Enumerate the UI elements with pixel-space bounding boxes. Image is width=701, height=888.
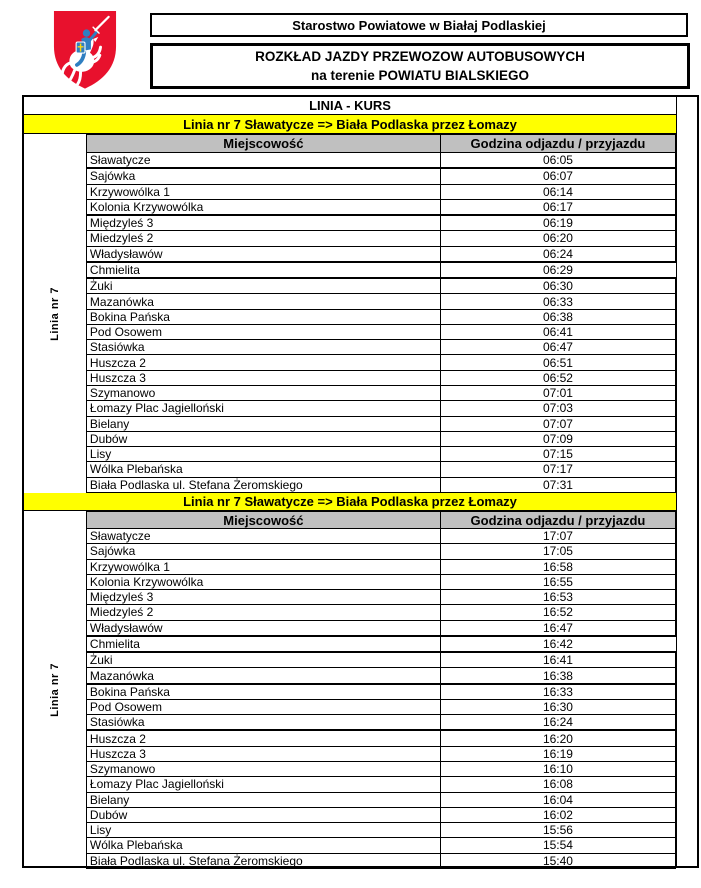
stop-time: 06:14 — [440, 184, 675, 199]
stop-row — [87, 684, 676, 700]
linia-kurs-header: LINIA - KURS — [24, 97, 676, 115]
stop-time: 06:29 — [440, 262, 675, 278]
stop-row — [87, 184, 676, 199]
stop-name: Sajówka — [87, 168, 441, 184]
stop-name: Kolonia Krzywowólka — [87, 199, 441, 215]
col-header-time: Godzina odjazdu / przyjazdu — [440, 512, 675, 529]
stop-name: Biała Podlaska ul. Stefana Żeromskiego — [87, 853, 441, 868]
stop-time: 16:19 — [440, 746, 675, 761]
stop-name: Bokina Pańska — [87, 684, 441, 700]
stop-row — [87, 746, 676, 761]
stop-time: 06:30 — [440, 278, 675, 294]
stop-row — [87, 823, 676, 838]
stop-name: Huszcza 2 — [87, 355, 441, 370]
stop-time: 17:07 — [440, 529, 675, 544]
stop-time: 07:01 — [440, 386, 675, 401]
stop-name: Szymanowo — [87, 762, 441, 777]
column-header-row — [87, 135, 676, 153]
stop-row — [87, 431, 676, 446]
stop-name: Żuki — [87, 652, 441, 668]
stop-time: 07:03 — [440, 401, 675, 416]
stop-time: 06:52 — [440, 370, 675, 385]
stop-time: 16:04 — [440, 792, 675, 807]
stop-name: Pod Osowem — [87, 699, 441, 714]
stop-row — [87, 355, 676, 370]
stop-row — [87, 370, 676, 385]
authority-box — [150, 13, 688, 37]
stop-name: Sajówka — [87, 544, 441, 559]
stop-time: 06:51 — [440, 355, 675, 370]
stop-time: 06:19 — [440, 215, 675, 231]
stop-name: Chmielita — [87, 636, 441, 652]
stop-name: Wólka Plebańska — [87, 838, 441, 853]
stops-rows — [87, 529, 676, 869]
stop-time: 06:17 — [440, 199, 675, 215]
section-body — [24, 134, 676, 493]
stop-time: 07:17 — [440, 462, 675, 477]
stop-row — [87, 340, 676, 355]
stop-name: Władysławów — [87, 246, 441, 262]
stop-time: 16:02 — [440, 807, 675, 822]
authority-name: Starostwo Powiatowe w Białaj Podlaskiej — [292, 17, 546, 33]
timetable-section-morning — [24, 115, 676, 493]
stop-row — [87, 620, 676, 636]
stop-name: Łomazy Plac Jagielloński — [87, 777, 441, 792]
stop-row — [87, 215, 676, 231]
stop-row — [87, 652, 676, 668]
stop-row — [87, 715, 676, 731]
stop-row — [87, 324, 676, 339]
timetable — [22, 95, 699, 868]
stop-time: 16:52 — [440, 605, 675, 620]
line-label: Linia nr 7 — [48, 663, 61, 717]
stop-time: 07:07 — [440, 416, 675, 431]
stop-time: 06:38 — [440, 309, 675, 324]
stop-name: Dubów — [87, 807, 441, 822]
stop-name: Bielany — [87, 416, 441, 431]
stop-name: Mazanówka — [87, 668, 441, 684]
coat-of-arms-icon — [40, 8, 130, 93]
line-label-gutter — [24, 134, 87, 493]
stop-row — [87, 636, 676, 652]
stop-row — [87, 199, 676, 215]
stop-row — [87, 559, 676, 574]
stop-time: 15:54 — [440, 838, 675, 853]
stop-name: Lisy — [87, 447, 441, 462]
stop-row — [87, 529, 676, 544]
col-header-place: Miejscowość — [87, 135, 441, 153]
stop-row — [87, 699, 676, 714]
stop-name: Krzywowólka 1 — [87, 559, 441, 574]
stop-row — [87, 386, 676, 401]
document-title-box — [150, 43, 690, 89]
stop-time: 15:40 — [440, 853, 675, 868]
stop-name: Dubów — [87, 431, 441, 446]
stop-time: 06:20 — [440, 231, 675, 246]
stop-row — [87, 294, 676, 309]
section-body — [24, 511, 676, 869]
stop-row — [87, 853, 676, 868]
stop-time: 16:55 — [440, 574, 675, 589]
stop-row — [87, 309, 676, 324]
stop-row — [87, 401, 676, 416]
stop-time: 16:10 — [440, 762, 675, 777]
stop-row — [87, 262, 676, 278]
stop-name: Międzyleś 3 — [87, 590, 441, 605]
stop-time: 06:33 — [440, 294, 675, 309]
stop-row — [87, 605, 676, 620]
stop-time: 15:56 — [440, 823, 675, 838]
stop-time: 16:53 — [440, 590, 675, 605]
doc-title-line2: na terenie POWIATU BIALSKIEGO — [310, 68, 530, 83]
stop-time: 16:30 — [440, 699, 675, 714]
stop-time: 16:24 — [440, 715, 675, 731]
stop-name: Władysławów — [87, 620, 441, 636]
column-header-row — [87, 512, 676, 529]
stop-time: 16:47 — [440, 620, 675, 636]
stop-row — [87, 838, 676, 853]
stop-time: 16:08 — [440, 777, 675, 792]
stop-row — [87, 574, 676, 589]
stop-row — [87, 544, 676, 559]
stop-time: 06:47 — [440, 340, 675, 355]
stop-time: 06:41 — [440, 324, 675, 339]
stop-row — [87, 668, 676, 684]
stop-name: Bielany — [87, 792, 441, 807]
stop-name: Biała Podlaska ul. Stefana Żeromskiego — [87, 477, 441, 492]
stop-name: Miedzyleś 2 — [87, 605, 441, 620]
stop-name: Chmielita — [87, 262, 441, 278]
stop-row — [87, 477, 676, 492]
stop-name: Huszcza 3 — [87, 746, 441, 761]
stop-name: Stasiówka — [87, 340, 441, 355]
stop-name: Sławatycze — [87, 153, 441, 169]
route-title-band: Linia nr 7 Sławatycze => Biała Podlaska przez Łomazy — [24, 115, 676, 134]
doc-title-line1: ROZKŁAD JAZDY PRZEWOZOW AUTOBUSOWYCH — [255, 49, 585, 64]
stop-name: Mazanówka — [87, 294, 441, 309]
timetable-section-afternoon — [24, 493, 676, 869]
stop-row — [87, 416, 676, 431]
stop-name: Miedzyleś 2 — [87, 231, 441, 246]
stop-time: 16:33 — [440, 684, 675, 700]
stop-name: Żuki — [87, 278, 441, 294]
stop-name: Łomazy Plac Jagielloński — [87, 401, 441, 416]
stop-time: 06:07 — [440, 168, 675, 184]
col-header-place: Miejscowość — [87, 512, 441, 529]
stop-row — [87, 462, 676, 477]
stop-name: Krzywowólka 1 — [87, 184, 441, 199]
stop-time: 06:05 — [440, 153, 675, 169]
stop-row — [87, 168, 676, 184]
stop-time: 16:41 — [440, 652, 675, 668]
stop-row — [87, 777, 676, 792]
stop-row — [87, 807, 676, 822]
stop-row — [87, 278, 676, 294]
stop-name: Huszcza 2 — [87, 730, 441, 746]
stop-time: 06:24 — [440, 246, 675, 262]
stop-name: Bokina Pańska — [87, 309, 441, 324]
stop-row — [87, 792, 676, 807]
stop-name: Stasiówka — [87, 715, 441, 731]
stop-name: Huszcza 3 — [87, 370, 441, 385]
stop-row — [87, 762, 676, 777]
stop-row — [87, 590, 676, 605]
stops-rows — [87, 153, 676, 493]
stops-table — [87, 511, 676, 869]
route-title-band: Linia nr 7 Sławatycze => Biała Podlaska przez Łomazy — [24, 493, 676, 511]
stop-name: Pod Osowem — [87, 324, 441, 339]
stop-name: Wólka Plebańska — [87, 462, 441, 477]
timetable-inner — [24, 97, 677, 866]
col-header-time: Godzina odjazdu / przyjazdu — [440, 135, 675, 153]
stop-row — [87, 246, 676, 262]
stop-name: Lisy — [87, 823, 441, 838]
stop-row — [87, 153, 676, 169]
stop-time: 17:05 — [440, 544, 675, 559]
stop-name: Kolonia Krzywowólka — [87, 574, 441, 589]
stop-name: Szymanowo — [87, 386, 441, 401]
stop-time: 16:20 — [440, 730, 675, 746]
stops-table — [87, 134, 676, 493]
stop-time: 07:31 — [440, 477, 675, 492]
stop-name: Międzyleś 3 — [87, 215, 441, 231]
line-label: Linia nr 7 — [48, 286, 61, 341]
stop-row — [87, 447, 676, 462]
stop-time: 07:09 — [440, 431, 675, 446]
stop-time: 07:15 — [440, 447, 675, 462]
stop-name: Sławatycze — [87, 529, 441, 544]
stop-time: 16:58 — [440, 559, 675, 574]
stop-time: 16:38 — [440, 668, 675, 684]
stop-row — [87, 730, 676, 746]
stop-row — [87, 231, 676, 246]
stop-time: 16:42 — [440, 636, 675, 652]
line-label-gutter — [24, 511, 87, 869]
